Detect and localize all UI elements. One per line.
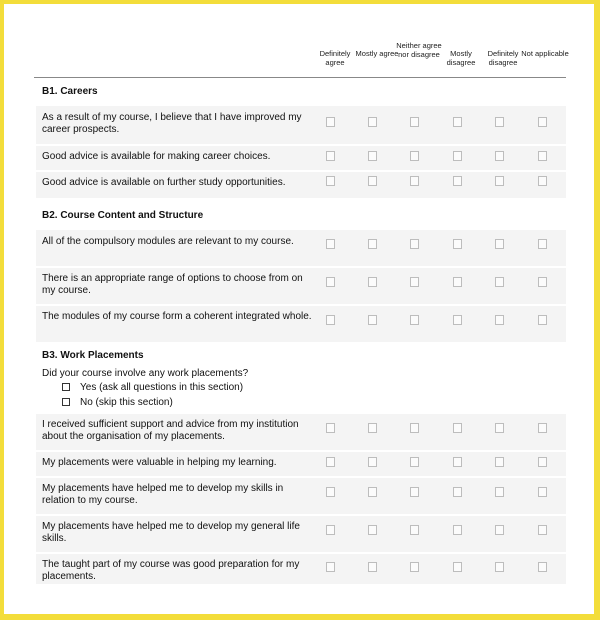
rating-checkbox[interactable] xyxy=(326,423,335,433)
question-text: There is an appropriate range of options to choose from on my course. xyxy=(42,273,303,296)
question-row xyxy=(36,146,566,170)
rating-checkbox[interactable] xyxy=(410,151,419,161)
rating-checkbox[interactable] xyxy=(495,117,504,127)
question-row xyxy=(36,554,566,584)
question-text: My placements have helped me to develop my skills in relation to my course. xyxy=(42,483,284,506)
rating-checkbox[interactable] xyxy=(326,487,335,497)
rating-checkbox[interactable] xyxy=(538,423,547,433)
rating-checkbox[interactable] xyxy=(326,525,335,535)
rating-checkbox[interactable] xyxy=(410,562,419,572)
question-text: I received sufficient support and advice from my institution about the organisation of my placements. xyxy=(42,419,299,442)
question-text: The taught part of my course was good preparation for my placements. xyxy=(42,559,300,582)
question-text: The modules of my course form a coherent integrated whole. xyxy=(42,311,312,322)
rating-checkbox[interactable] xyxy=(326,277,335,287)
rating-checkbox[interactable] xyxy=(368,562,377,572)
rating-checkbox[interactable] xyxy=(410,277,419,287)
question-row xyxy=(36,452,566,476)
rating-checkbox[interactable] xyxy=(538,277,547,287)
rating-checkbox[interactable] xyxy=(453,117,462,127)
section-title-work-placements: B3. Work Placements xyxy=(42,350,144,361)
rating-checkbox[interactable] xyxy=(410,525,419,535)
rating-checkbox[interactable] xyxy=(326,315,335,325)
rating-checkbox[interactable] xyxy=(368,277,377,287)
rating-checkbox[interactable] xyxy=(326,176,335,186)
rating-checkbox[interactable] xyxy=(495,457,504,467)
question-row xyxy=(36,478,566,514)
rating-checkbox[interactable] xyxy=(495,487,504,497)
rating-checkbox[interactable] xyxy=(453,423,462,433)
question-text: My placements were valuable in helping my learning. xyxy=(42,457,277,468)
question-text: As a result of my course, I believe that I have improved my career prospects. xyxy=(42,112,302,135)
rating-checkbox[interactable] xyxy=(453,176,462,186)
rating-checkbox[interactable] xyxy=(410,117,419,127)
rating-checkbox[interactable] xyxy=(368,117,377,127)
rating-checkbox[interactable] xyxy=(368,457,377,467)
rating-checkbox[interactable] xyxy=(368,423,377,433)
rating-checkbox[interactable] xyxy=(538,315,547,325)
rating-checkbox[interactable] xyxy=(368,176,377,186)
rating-checkbox[interactable] xyxy=(495,423,504,433)
rating-checkbox[interactable] xyxy=(326,117,335,127)
question-row xyxy=(36,172,566,198)
rating-checkbox[interactable] xyxy=(453,239,462,249)
rating-checkbox[interactable] xyxy=(410,315,419,325)
rating-checkbox[interactable] xyxy=(410,176,419,186)
rating-checkbox[interactable] xyxy=(495,151,504,161)
rating-checkbox[interactable] xyxy=(453,457,462,467)
rating-checkbox[interactable] xyxy=(495,315,504,325)
section-title-careers: B1. Careers xyxy=(42,86,98,97)
question-row xyxy=(36,516,566,552)
rating-checkbox[interactable] xyxy=(326,562,335,572)
rating-checkbox[interactable] xyxy=(453,525,462,535)
rating-checkbox[interactable] xyxy=(495,525,504,535)
rating-checkbox[interactable] xyxy=(410,457,419,467)
option-no-label: No (skip this section) xyxy=(80,397,173,408)
rating-checkbox[interactable] xyxy=(453,315,462,325)
rating-checkbox[interactable] xyxy=(453,151,462,161)
rating-checkbox[interactable] xyxy=(368,487,377,497)
placement-question: Did your course involve any work placements? xyxy=(42,368,249,379)
rating-checkbox[interactable] xyxy=(326,151,335,161)
question-row xyxy=(36,230,566,266)
rating-checkbox[interactable] xyxy=(410,487,419,497)
header-definitely-agree: Definitely agree xyxy=(319,49,351,67)
rating-checkbox[interactable] xyxy=(495,562,504,572)
header-divider xyxy=(34,77,566,78)
rating-checkbox[interactable] xyxy=(495,239,504,249)
header-neither: Neither agree nor disagree xyxy=(396,41,442,59)
rating-checkbox[interactable] xyxy=(410,423,419,433)
rating-checkbox[interactable] xyxy=(368,239,377,249)
option-yes[interactable] xyxy=(62,382,243,394)
checkbox-no[interactable] xyxy=(62,398,70,406)
rating-checkbox[interactable] xyxy=(538,176,547,186)
question-text: My placements have helped me to develop my general life skills. xyxy=(42,521,300,544)
header-not-applicable: Not applicable xyxy=(521,49,569,58)
question-row xyxy=(36,414,566,450)
question-text: Good advice is available on further study opportunities. xyxy=(42,177,286,188)
option-no[interactable] xyxy=(62,397,173,409)
rating-checkbox[interactable] xyxy=(368,151,377,161)
rating-checkbox[interactable] xyxy=(326,239,335,249)
rating-checkbox[interactable] xyxy=(538,562,547,572)
rating-checkbox[interactable] xyxy=(326,457,335,467)
rating-checkbox[interactable] xyxy=(453,277,462,287)
rating-checkbox[interactable] xyxy=(453,562,462,572)
rating-checkbox[interactable] xyxy=(368,525,377,535)
question-row xyxy=(36,268,566,304)
header-mostly-disagree: Mostly disagree xyxy=(446,49,476,67)
rating-checkbox[interactable] xyxy=(453,487,462,497)
header-mostly-agree: Mostly agree xyxy=(355,49,399,58)
rating-checkbox[interactable] xyxy=(538,117,547,127)
question-row xyxy=(36,106,566,144)
rating-checkbox[interactable] xyxy=(538,457,547,467)
rating-checkbox[interactable] xyxy=(495,176,504,186)
survey-sheet xyxy=(4,4,594,614)
option-yes-label: Yes (ask all questions in this section) xyxy=(80,382,244,393)
header-definitely-disagree: Definitely disagree xyxy=(487,49,519,67)
rating-checkbox[interactable] xyxy=(538,239,547,249)
rating-scale-header xyxy=(310,41,570,74)
rating-checkbox[interactable] xyxy=(410,239,419,249)
rating-checkbox[interactable] xyxy=(368,315,377,325)
rating-checkbox[interactable] xyxy=(495,277,504,287)
question-row xyxy=(36,306,566,342)
checkbox-yes[interactable] xyxy=(62,383,70,391)
question-text: All of the compulsory modules are relevant to my course. xyxy=(42,236,294,247)
rating-checkbox[interactable] xyxy=(538,487,547,497)
rating-checkbox[interactable] xyxy=(538,151,547,161)
rating-checkbox[interactable] xyxy=(538,525,547,535)
section-title-course-content: B2. Course Content and Structure xyxy=(42,210,204,221)
question-text: Good advice is available for making career choices. xyxy=(42,151,271,162)
